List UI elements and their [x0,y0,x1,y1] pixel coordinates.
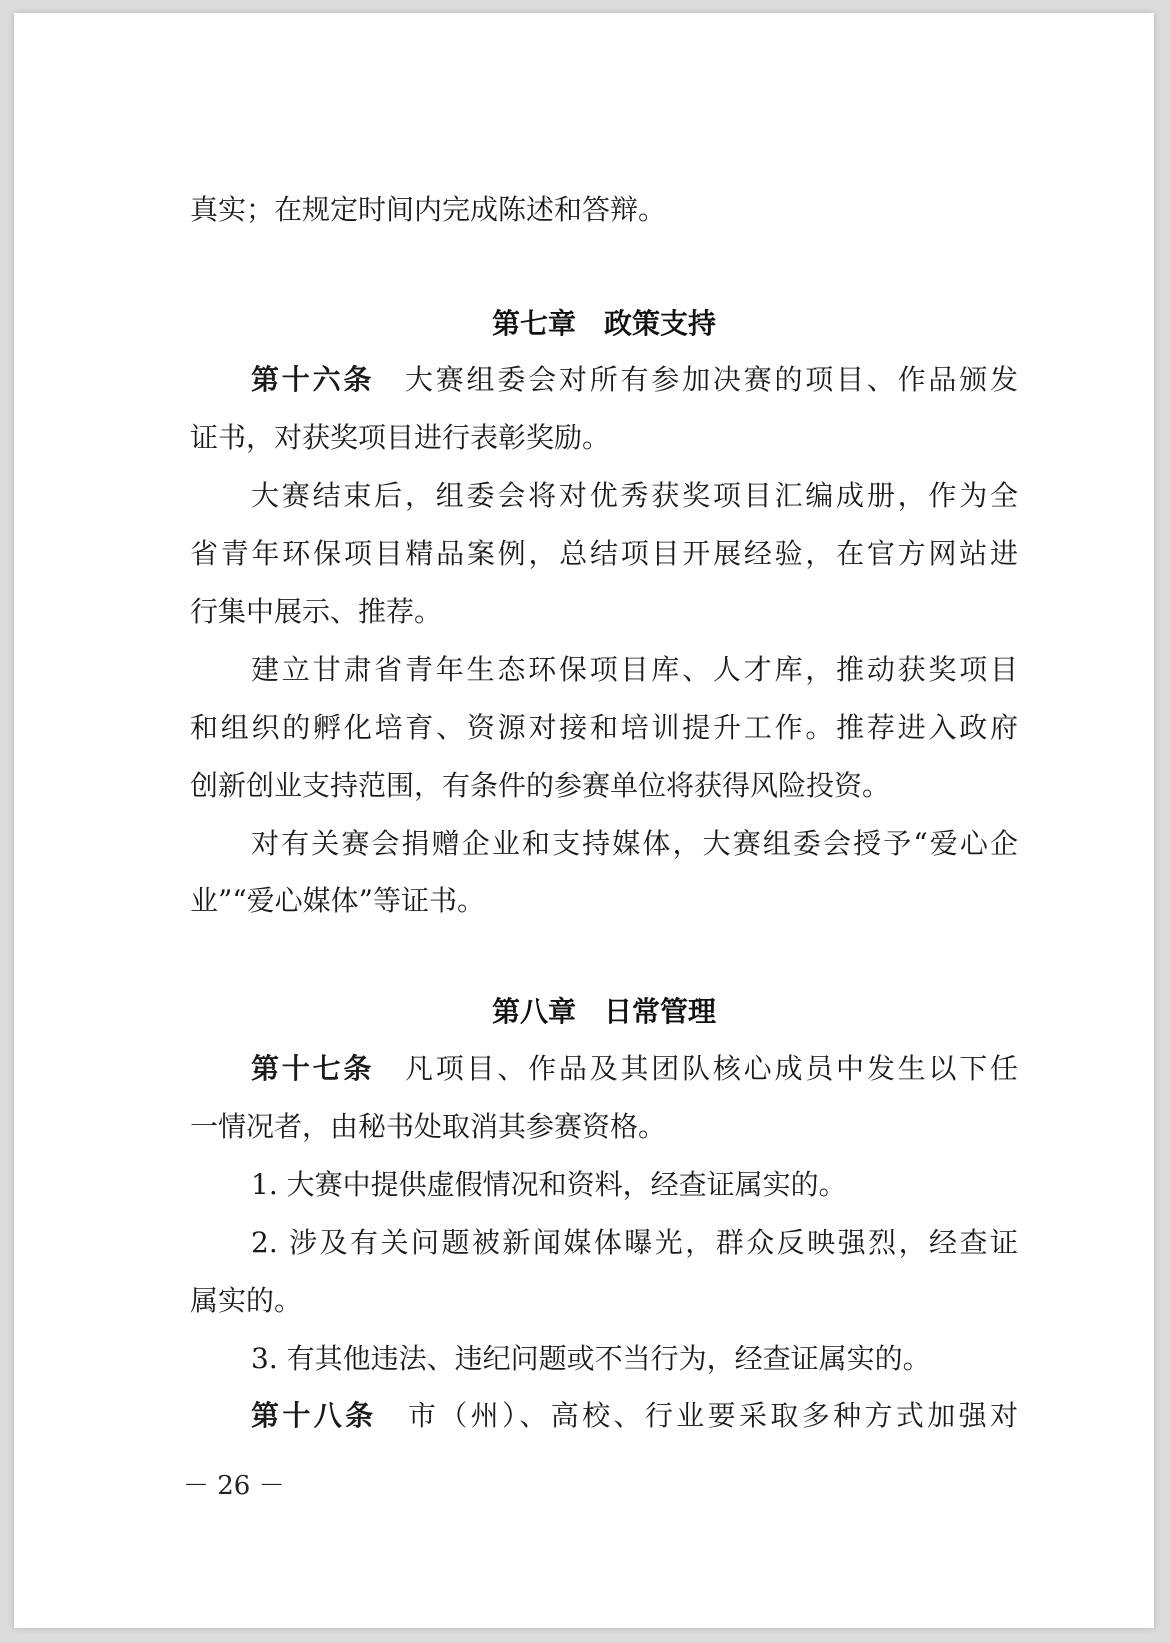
body-line: 一情况者，由秘书处取消其参赛资格。 [190,1110,667,1143]
article-line [251,355,1018,405]
article-label: 第十七条 [251,1052,375,1085]
article-text: 市（州）、高校、行业要采取多种方式加强对 [376,1399,1018,1432]
body-line: 业”“爱心媒体”等证书。 [190,884,485,917]
body-line: 和组织的孵化培育、资源对接和培训提升工作。推荐进入政府 [190,711,1018,744]
body-line: 真实；在规定时间内完成陈述和答辩。 [190,193,667,226]
body-line: 证书，对获奖项目进行表彰奖励。 [190,421,611,454]
body-line: 行集中展示、推荐。 [190,595,443,628]
list-item-continuation: 属实的。 [190,1284,303,1317]
body-line: 对有关赛会捐赠企业和支持媒体，大赛组委会授予“爱心企 [251,827,1018,860]
chapter-heading: 第七章 政策支持 [491,307,716,340]
body-line: 创新创业支持范围，有条件的参赛单位将获得风险投资。 [190,769,891,802]
body-line: 建立甘肃省青年生态环保项目库、人才库，推动获奖项目 [251,653,1018,686]
page-number: － 26 － [183,1471,285,1501]
body-line: 省青年环保项目精品案例，总结项目开展经验，在官方网站进 [190,537,1018,570]
list-item: 1. 大赛中提供虚假情况和资料，经查证属实的。 [251,1168,847,1201]
article-text: 凡项目、作品及其团队核心成员中发生以下任 [374,1052,1018,1085]
chapter-heading: 第八章 日常管理 [491,995,716,1028]
article-line [251,1044,1018,1094]
list-item: 2. 涉及有关问题被新闻媒体曝光，群众反映强烈，经查证 [251,1226,1018,1259]
article-label: 第十八条 [251,1399,377,1432]
article-text: 大赛组委会对所有参加决赛的项目、作品颁发 [374,363,1018,396]
article-line [251,1391,1018,1441]
article-label: 第十六条 [251,363,375,396]
body-line: 大赛结束后，组委会将对优秀获奖项目汇编成册，作为全 [251,479,1018,512]
list-item: 3. 有其他违法、违纪问题或不当行为，经查证属实的。 [251,1342,931,1375]
